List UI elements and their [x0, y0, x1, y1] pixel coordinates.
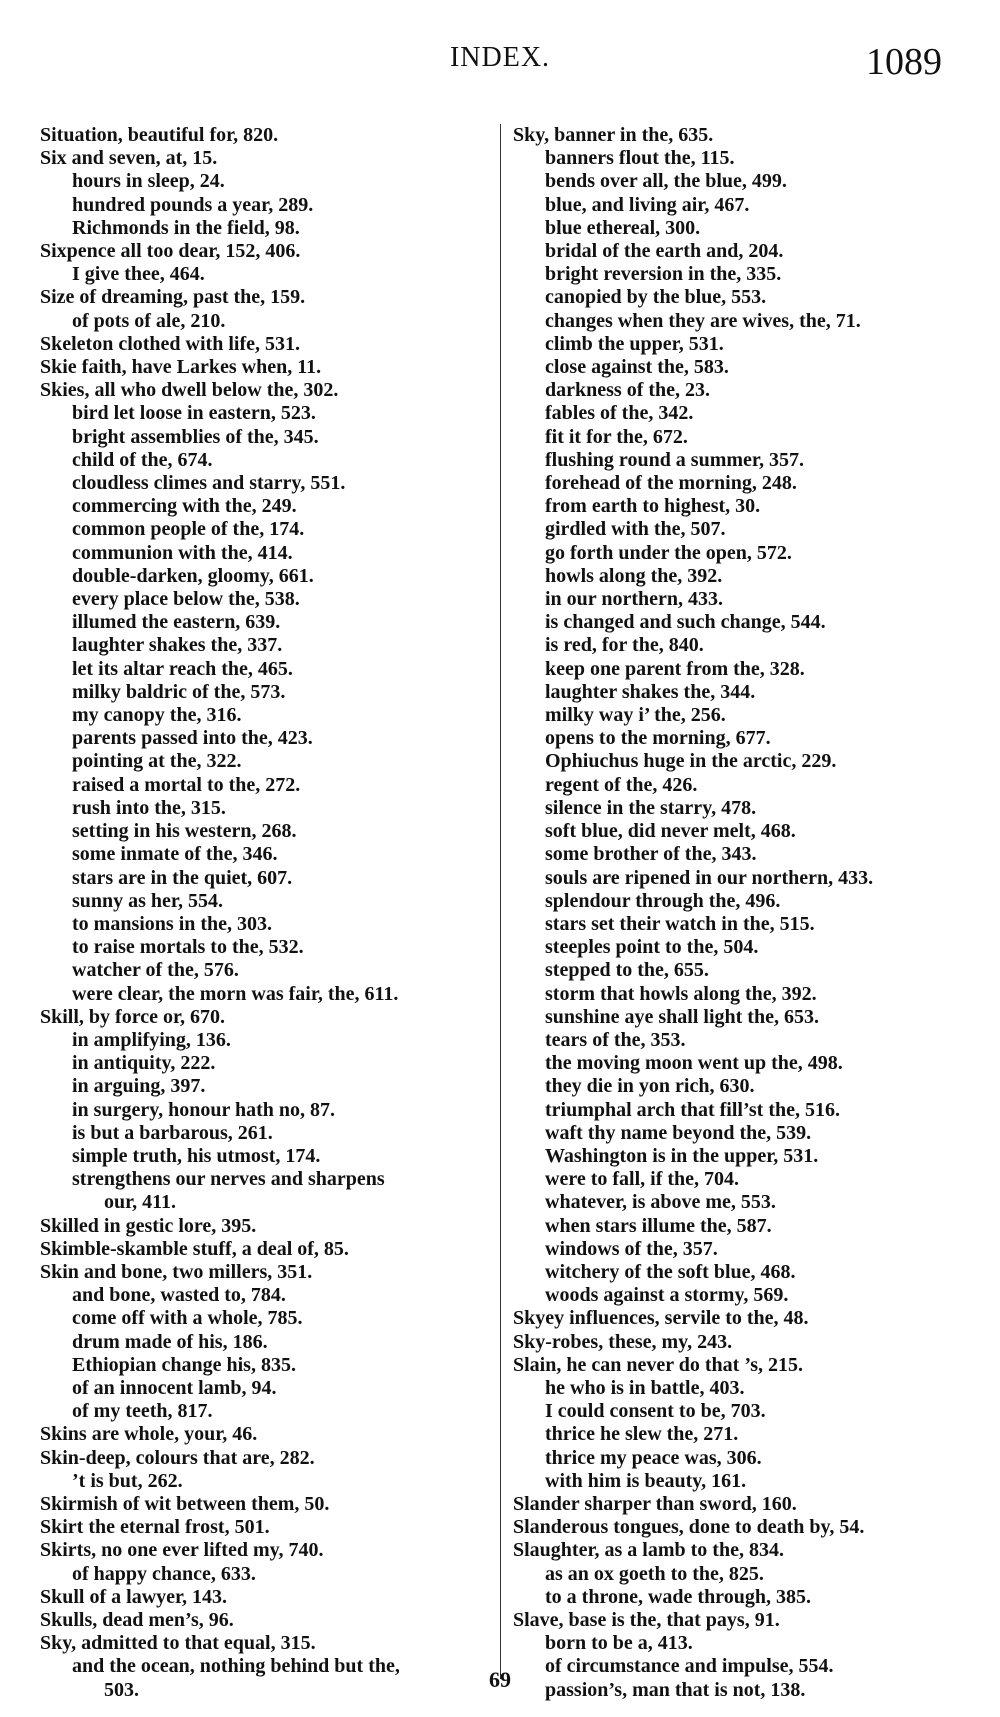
index-sub-entry: from earth to highest, 30.: [545, 495, 761, 518]
index-heading-entry: Skirt the eternal frost, 501.: [40, 1516, 270, 1539]
index-heading-entry: Slanderous tongues, done to death by, 54.: [513, 1516, 865, 1539]
index-sub-entry: commercing with the, 249.: [72, 495, 297, 518]
index-sub-entry: ’t is but, 262.: [72, 1469, 183, 1492]
index-sub-entry: bends over all, the blue, 499.: [545, 170, 787, 193]
index-heading-entry: Skimble-skamble stuff, a deal of, 85.: [40, 1237, 349, 1260]
column-divider: [500, 124, 501, 1679]
page-number: 1089: [866, 41, 942, 83]
index-sub-entry: opens to the morning, 677.: [545, 727, 771, 750]
index-heading-entry: Sky, admitted to that equal, 315.: [40, 1632, 316, 1655]
index-sub-entry: souls are ripened in our northern, 433.: [545, 866, 874, 889]
index-sub-entry: communion with the, 414.: [72, 541, 293, 564]
index-sub-entry: Washington is in the upper, 531.: [545, 1144, 819, 1167]
index-sub-entry: is but a barbarous, 261.: [72, 1121, 273, 1144]
index-sub-entry: woods against a stormy, 569.: [545, 1284, 789, 1307]
index-sub-entry: born to be a, 413.: [545, 1632, 693, 1655]
index-sub-entry: and bone, wasted to, 784.: [72, 1284, 286, 1307]
index-sub-entry: regent of the, 426.: [545, 773, 698, 796]
index-heading-entry: Sky-robes, these, my, 243.: [513, 1330, 733, 1353]
index-sub-entry: my canopy the, 316.: [72, 704, 242, 727]
index-sub-entry: in amplifying, 136.: [72, 1028, 231, 1051]
index-sub-entry: setting in his western, 268.: [72, 820, 297, 843]
index-sub-entry: keep one parent from the, 328.: [545, 657, 805, 680]
index-sub-entry: when stars illume the, 587.: [545, 1214, 772, 1237]
index-sub-entry: some brother of the, 343.: [545, 843, 757, 866]
index-sub-entry: simple truth, his utmost, 174.: [72, 1144, 321, 1167]
index-heading-entry: Size of dreaming, past the, 159.: [40, 286, 306, 309]
index-sub-entry: thrice he slew the, 271.: [545, 1423, 739, 1446]
index-sub-entry: Richmonds in the field, 98.: [72, 216, 300, 239]
index-sub-entry: triumphal arch that fill’st the, 516.: [545, 1098, 840, 1121]
index-heading-entry: Skilled in gestic lore, 395.: [40, 1214, 257, 1237]
index-heading-entry: Skie faith, have Larkes when, 11.: [40, 356, 322, 379]
index-sub-entry: stepped to the, 655.: [545, 959, 709, 982]
index-sub-entry: milky baldric of the, 573.: [72, 680, 286, 703]
index-sub-entry: go forth under the open, 572.: [545, 541, 792, 564]
index-heading-entry: Skill, by force or, 670.: [40, 1005, 226, 1028]
index-sub-entry: climb the upper, 531.: [545, 332, 724, 355]
index-heading-entry: Slave, base is the, that pays, 91.: [513, 1609, 780, 1631]
index-sub-entry: to raise mortals to the, 532.: [72, 936, 304, 959]
index-heading-entry: Skirmish of wit between them, 50.: [40, 1492, 330, 1515]
index-heading-entry: Skulls, dead men’s, 96.: [40, 1609, 234, 1631]
index-sub-entry: in antiquity, 222.: [72, 1052, 216, 1075]
index-sub-entry: girdled with the, 507.: [545, 518, 726, 541]
index-sub-entry: to mansions in the, 303.: [72, 912, 273, 935]
index-sub-entry: illumed the eastern, 639.: [72, 611, 281, 634]
index-sub-entry: in surgery, honour hath no, 87.: [72, 1098, 336, 1121]
index-sub-entry: tears of the, 353.: [545, 1028, 686, 1051]
index-sub-entry: I could consent to be, 703.: [545, 1400, 766, 1423]
index-sub-entry: milky way i’ the, 256.: [545, 704, 726, 727]
index-sub-entry: drum made of his, 186.: [72, 1330, 268, 1353]
index-sub-entry: bright reversion in the, 335.: [545, 263, 782, 286]
index-sub-entry: stars set their watch in the, 515.: [545, 912, 815, 935]
index-sub-entry: every place below the, 538.: [72, 588, 300, 611]
index-heading-entry: Skyey influences, servile to the, 48.: [513, 1307, 809, 1330]
index-sub-entry: watcher of the, 576.: [72, 959, 239, 982]
index-sub-entry: bird let loose in eastern, 523.: [72, 402, 316, 425]
index-sub-entry: silence in the starry, 478.: [545, 796, 757, 819]
index-sub-entry: windows of the, 357.: [545, 1237, 718, 1260]
index-sub-entry: waft thy name beyond the, 539.: [545, 1121, 812, 1144]
index-heading-entry: Skin-deep, colours that are, 282.: [40, 1446, 315, 1469]
index-sub-entry: to a throne, wade through, 385.: [545, 1585, 811, 1608]
index-sub-entry: let its altar reach the, 465.: [72, 657, 293, 680]
index-heading-entry: Situation, beautiful for, 820.: [40, 124, 279, 146]
index-sub-entry: and the ocean, nothing behind but the,: [72, 1655, 400, 1678]
index-sub-entry: of happy chance, 633.: [72, 1562, 256, 1585]
index-sub-entry: laughter shakes the, 337.: [72, 634, 283, 657]
index-sub-entry: fables of the, 342.: [545, 402, 694, 425]
index-sub-entry: sunny as her, 554.: [72, 889, 223, 912]
index-sub-entry: is changed and such change, 544.: [545, 611, 826, 634]
index-sub-entry: some inmate of the, 346.: [72, 843, 278, 866]
index-sub-entry: with him is beauty, 161.: [545, 1469, 747, 1492]
index-sub-entry: laughter shakes the, 344.: [545, 680, 756, 703]
index-sub-entry: parents passed into the, 423.: [72, 727, 313, 750]
index-heading-entry: Sky, banner in the, 635.: [513, 124, 714, 146]
index-sub-entry: soft blue, did never melt, 468.: [545, 820, 796, 843]
index-heading-entry: Skies, all who dwell below the, 302.: [40, 379, 339, 402]
index-sub-entry: they die in yon rich, 630.: [545, 1075, 755, 1098]
folio-number: 69: [489, 1667, 511, 1692]
index-sub-entry: bridal of the earth and, 204.: [545, 240, 784, 263]
index-sub-entry: flushing round a summer, 357.: [545, 448, 804, 471]
index-sub-entry: in our northern, 433.: [545, 588, 723, 611]
index-sub-entry: cloudless climes and starry, 551.: [72, 472, 346, 495]
index-sub-entry: of an innocent lamb, 94.: [72, 1376, 277, 1399]
index-sub-entry: of pots of ale, 210.: [72, 309, 226, 332]
index-sub-entry: Ophiuchus huge in the arctic, 229.: [545, 750, 837, 773]
index-sub-entry: of circumstance and impulse, 554.: [545, 1655, 834, 1678]
index-sub-entry: thrice my peace was, 306.: [545, 1446, 762, 1469]
index-heading-entry: Six and seven, at, 15.: [40, 147, 218, 170]
index-sub-entry: changes when they are wives, the, 71.: [545, 309, 861, 332]
index-sub-entry: bright assemblies of the, 345.: [72, 425, 319, 448]
index-sub-entry: of my teeth, 817.: [72, 1400, 213, 1423]
index-sub-entry: our, 411.: [104, 1191, 177, 1214]
index-sub-entry: sunshine aye shall light the, 653.: [545, 1005, 819, 1028]
index-sub-entry: I give thee, 464.: [72, 263, 205, 286]
index-sub-entry: whatever, is above me, 553.: [545, 1191, 776, 1214]
index-sub-entry: he who is in battle, 403.: [545, 1376, 745, 1399]
index-sub-entry: the moving moon went up the, 498.: [545, 1052, 843, 1075]
index-sub-entry: splendour through the, 496.: [545, 889, 781, 912]
index-sub-entry: in arguing, 397.: [72, 1075, 206, 1098]
index-sub-entry: hours in sleep, 24.: [72, 170, 225, 193]
index-sub-entry: pointing at the, 322.: [72, 750, 242, 773]
index-sub-entry: as an ox goeth to the, 825.: [545, 1562, 764, 1585]
index-heading-entry: Skull of a lawyer, 143.: [40, 1585, 228, 1608]
index-sub-entry: child of the, 674.: [72, 448, 213, 471]
index-sub-entry: 503.: [104, 1678, 139, 1701]
index-sub-entry: witchery of the soft blue, 468.: [545, 1260, 796, 1283]
index-heading-entry: Skirts, no one ever lifted my, 740.: [40, 1539, 324, 1562]
index-sub-entry: Ethiopian change his, 835.: [72, 1353, 296, 1376]
index-sub-entry: darkness of the, 23.: [545, 379, 711, 402]
index-sub-entry: blue ethereal, 300.: [545, 216, 701, 239]
index-heading-entry: Slaughter, as a lamb to the, 834.: [513, 1539, 784, 1562]
index-sub-entry: hundred pounds a year, 289.: [72, 193, 314, 216]
index-sub-entry: rush into the, 315.: [72, 796, 226, 819]
index-sub-entry: were clear, the morn was fair, the, 611.: [72, 982, 399, 1005]
index-sub-entry: were to fall, if the, 704.: [545, 1168, 740, 1191]
index-sub-entry: stars are in the quiet, 607.: [72, 866, 293, 889]
index-sub-entry: is red, for the, 840.: [545, 634, 704, 657]
index-sub-entry: strengthens our nerves and sharpens: [72, 1168, 385, 1191]
index-sub-entry: close against the, 583.: [545, 356, 729, 379]
index-sub-entry: howls along the, 392.: [545, 564, 723, 587]
index-sub-entry: fit it for the, 672.: [545, 425, 688, 448]
index-sub-entry: canopied by the blue, 553.: [545, 286, 767, 309]
index-sub-entry: steeples point to the, 504.: [545, 936, 759, 959]
index-sub-entry: blue, and living air, 467.: [545, 193, 750, 216]
index-heading-entry: Skin and bone, two millers, 351.: [40, 1260, 313, 1283]
index-heading-entry: Slander sharper than sword, 160.: [513, 1492, 797, 1515]
index-column-left: [40, 124, 485, 1702]
index-sub-entry: banners flout the, 115.: [545, 147, 735, 170]
index-sub-entry: double-darken, gloomy, 661.: [72, 564, 314, 587]
index-heading-entry: Skeleton clothed with life, 531.: [40, 332, 300, 355]
index-sub-entry: raised a mortal to the, 272.: [72, 773, 301, 796]
index-heading-entry: Slain, he can never do that ’s, 215.: [513, 1353, 804, 1376]
index-sub-entry: come off with a whole, 785.: [72, 1307, 303, 1330]
index-sub-entry: common people of the, 174.: [72, 518, 305, 541]
index-heading-entry: Skins are whole, your, 46.: [40, 1423, 258, 1446]
running-header: INDEX.: [449, 42, 551, 73]
index-heading-entry: Sixpence all too dear, 152, 406.: [40, 240, 301, 263]
index-sub-entry: passion’s, man that is not, 138.: [545, 1678, 806, 1701]
index-sub-entry: storm that howls along the, 392.: [545, 982, 817, 1005]
index-sub-entry: forehead of the morning, 248.: [545, 472, 797, 495]
index-column-right: [513, 124, 953, 1702]
